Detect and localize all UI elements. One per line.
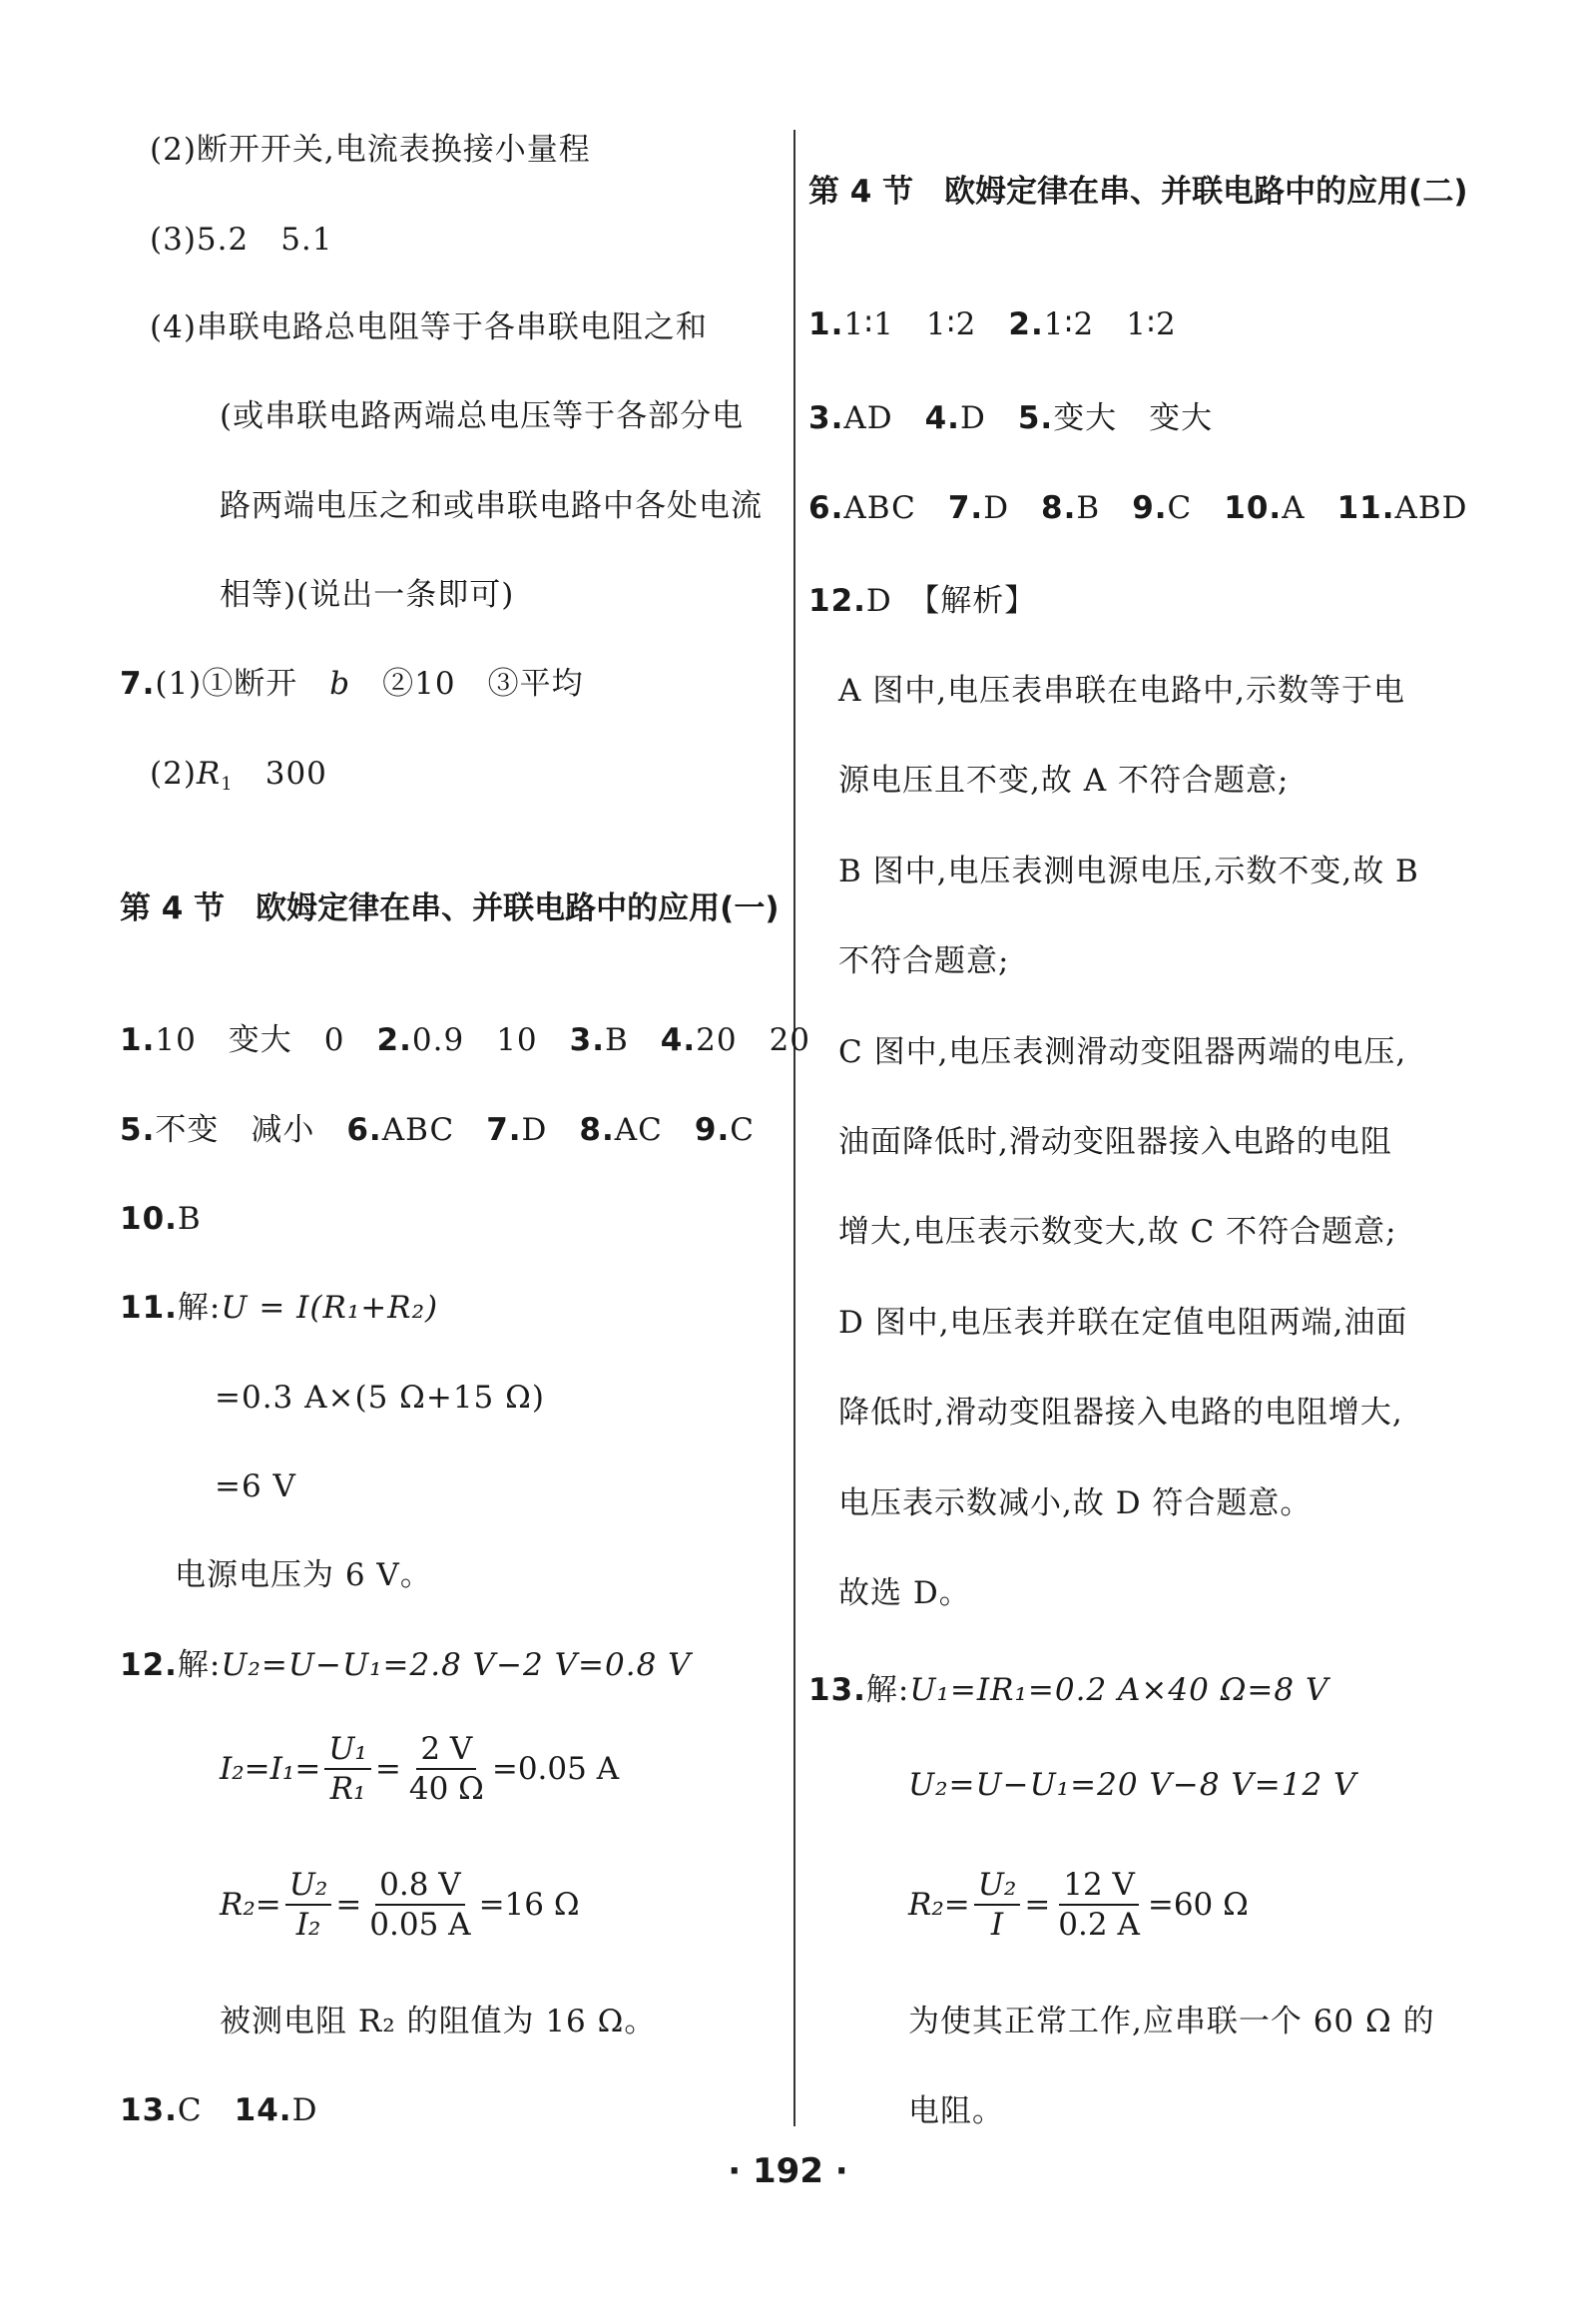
analysis-line: 电压表示数减小,故 D 符合题意。 — [838, 1485, 1313, 1521]
text-line: 相等)(说出一条即可) — [220, 577, 515, 613]
answer-line: 5.不变 减小 6.ABC 7.D 8.AC 9.C — [120, 1112, 755, 1148]
conclusion-line: 被测电阻 R₂ 的阻值为 16 Ω。 — [220, 2004, 657, 2039]
text-line: (3)5.2 5.1 — [150, 222, 333, 258]
answer-line: 10.B — [120, 1201, 202, 1237]
answer-line: 13.C 14.D — [120, 2092, 318, 2128]
analysis-line: 源电压且不变,故 A 不符合题意; — [838, 763, 1290, 799]
analysis-line: B 图中,电压表测电源电压,示数不变,故 B — [838, 854, 1419, 889]
page-number: · 192 · — [728, 2151, 848, 2191]
fraction-equation: I₂=I₁= $\frac{\text{U₁}}{\text{R₁}}$ = $\frac{2 V}{40 \Omega}$ =0.05 A — [220, 1731, 620, 1807]
conclusion-line: 电源电压为 6 V。 — [175, 1557, 432, 1593]
fraction: $\frac{\text{U₁}}{\text{R₁}}$ — [324, 1732, 371, 1806]
answer-line: 6.ABC 7.D 8.B 9.C 10.A 11.ABD — [808, 490, 1468, 526]
column-divider — [793, 130, 795, 2126]
analysis-line: D 图中,电压表并联在定值电阻两端,油面 — [838, 1305, 1408, 1341]
fraction: $\frac{0.8 V}{0.05 A}$ — [369, 1867, 471, 1943]
question-7: 7.(1)①断开 b ②10 ③平均 — [120, 666, 584, 702]
conclusion-line: 为使其正常工作,应串联一个 60 Ω 的 — [908, 2004, 1435, 2039]
analysis-line: 降低时,滑动变阻器接入电路的电阻增大, — [838, 1395, 1403, 1431]
equation-line: =0.3 A×(5 Ω+15 Ω) — [215, 1380, 545, 1416]
analysis-line: C 图中,电压表测滑动变阻器两端的电压, — [838, 1034, 1407, 1070]
fraction-equation: R₂= $\frac{\text{U₂}}{\text{I₂}}$ = $\frac{0.8 V}{0.05 A}$ =16 Ω — [220, 1867, 580, 1943]
text-line: (4)串联电路总电阻等于各串联电阻之和 — [150, 309, 708, 345]
answer-line: 1.10 变大 0 2.0.9 10 3.B 4.20 20 — [120, 1022, 811, 1058]
analysis-line: 不符合题意; — [838, 943, 1010, 979]
answer-line: 12.D 【解析】 — [808, 583, 1037, 619]
equation-line: =6 V — [215, 1468, 296, 1504]
conclusion-line: 电阻。 — [908, 2093, 1004, 2129]
question-13: 13.解:U₁=IR₁=0.2 A×40 Ω=8 V — [808, 1672, 1329, 1708]
equation-line: U₂=U−U₁=20 V−8 V=12 V — [908, 1767, 1357, 1803]
text-line: (或串联电路两端总电压等于各部分电 — [220, 398, 745, 434]
answer-line: 3.AD 4.D 5.变大 变大 — [808, 400, 1214, 436]
analysis-line: 油面降低时,滑动变阻器接入电路的电阻 — [838, 1124, 1392, 1160]
text-line: (2)断开开关,电流表换接小量程 — [150, 132, 591, 168]
analysis-line: 故选 D。 — [838, 1575, 971, 1611]
fraction: $\frac{12 V}{0.2 A}$ — [1058, 1867, 1140, 1943]
section-heading: 第 4 节 欧姆定律在串、并联电路中的应用(一) — [120, 890, 780, 926]
fraction: $\frac{\text{U₂}}{\text{I₂}}$ — [285, 1868, 332, 1942]
section-heading: 第 4 节 欧姆定律在串、并联电路中的应用(二) — [808, 174, 1468, 210]
question-11: 11.解:U = I(R₁+R₂) — [120, 1290, 439, 1326]
question-number: 7. — [120, 666, 156, 702]
question-7-part2: $(2)R_1$ 300 — [150, 756, 327, 795]
fraction-equation: R₂= $\frac{\text{U₂}}{I}$ = $\frac{12 V}{0.2 A}$ =60 Ω — [908, 1867, 1249, 1943]
analysis-line: A 图中,电压表串联在电路中,示数等于电 — [838, 673, 1405, 709]
fraction: $\frac{\text{U₂}}{I}$ — [974, 1868, 1021, 1942]
analysis-line: 增大,电压表示数变大,故 C 不符合题意; — [838, 1214, 1397, 1250]
fraction: $\frac{2 V}{40 \Omega}$ — [408, 1731, 484, 1807]
question-12: 12.解:U₂=U−U₁=2.8 V−2 V=0.8 V — [120, 1647, 692, 1683]
answer-line: 1.1∶1 1∶2 2.1∶2 1∶2 — [808, 306, 1177, 342]
text-line: 路两端电压之和或串联电路中各处电流 — [220, 488, 763, 524]
